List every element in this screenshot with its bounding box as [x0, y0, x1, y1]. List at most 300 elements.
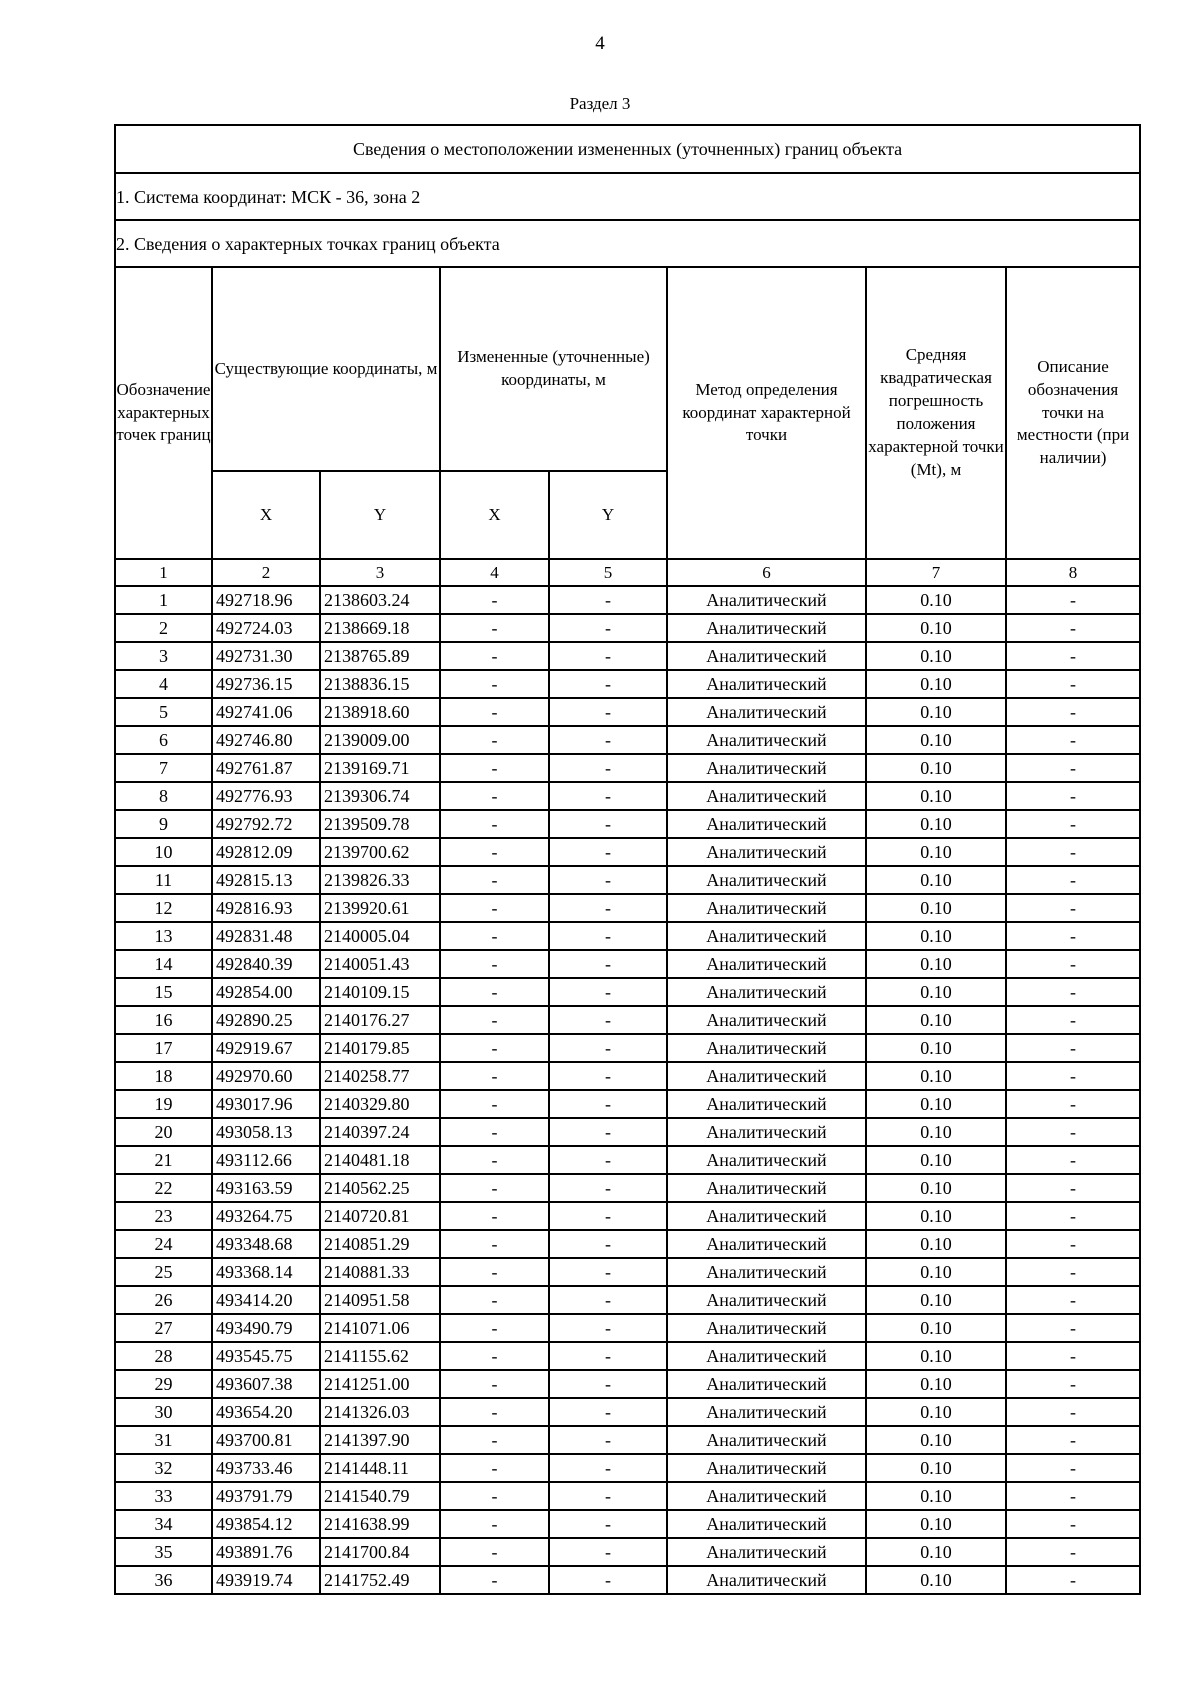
cell-existing-y: 2140109.15	[320, 978, 440, 1006]
cell-existing-x: 493348.68	[212, 1230, 320, 1258]
cell-description: -	[1006, 1006, 1140, 1034]
cell-description: -	[1006, 1454, 1140, 1482]
table-row	[115, 1146, 1140, 1174]
cell-existing-x: 493545.75	[212, 1342, 320, 1370]
cell-changed-y: -	[549, 1034, 667, 1062]
cell-changed-y: -	[549, 1342, 667, 1370]
cell-changed-y: -	[549, 1118, 667, 1146]
cell-existing-y: 2138918.60	[320, 698, 440, 726]
cell-changed-x: -	[440, 586, 549, 614]
cell-mean-error: 0.10	[866, 726, 1006, 754]
cell-description: -	[1006, 1230, 1140, 1258]
coordinate-system: 1. Система координат: МСК - 36, зона 2	[115, 173, 1140, 220]
cell-existing-y: 2140258.77	[320, 1062, 440, 1090]
cell-point-id: 11	[115, 866, 212, 894]
cell-point-id: 33	[115, 1482, 212, 1510]
cell-changed-x: -	[440, 642, 549, 670]
cell-method: Аналитический	[667, 1342, 866, 1370]
column-number: 3	[320, 559, 440, 586]
cell-existing-y: 2141326.03	[320, 1398, 440, 1426]
cell-method: Аналитический	[667, 1314, 866, 1342]
column-numbers-row	[115, 559, 1140, 586]
cell-changed-x: -	[440, 894, 549, 922]
cell-method: Аналитический	[667, 978, 866, 1006]
cell-point-id: 27	[115, 1314, 212, 1342]
cell-mean-error: 0.10	[866, 1286, 1006, 1314]
cell-changed-y: -	[549, 754, 667, 782]
header-designation: Обозначение характерных точек границ	[115, 267, 212, 559]
cell-existing-x: 493919.74	[212, 1566, 320, 1594]
cell-existing-y: 2141638.99	[320, 1510, 440, 1538]
cell-mean-error: 0.10	[866, 1258, 1006, 1286]
cell-method: Аналитический	[667, 1286, 866, 1314]
cell-description: -	[1006, 1062, 1140, 1090]
table-row	[115, 1342, 1140, 1370]
cell-existing-x: 492919.67	[212, 1034, 320, 1062]
cell-changed-x: -	[440, 1146, 549, 1174]
cell-mean-error: 0.10	[866, 810, 1006, 838]
table-row	[115, 1510, 1140, 1538]
header-method: Метод определения координат характерной точки	[667, 267, 866, 559]
cell-existing-y: 2139700.62	[320, 838, 440, 866]
header-mean-error: Средняя квадратическая погрешность положения характерной точки (Mt), м	[866, 267, 1006, 559]
table-row	[115, 1370, 1140, 1398]
cell-mean-error: 0.10	[866, 1398, 1006, 1426]
cell-method: Аналитический	[667, 950, 866, 978]
table-row	[115, 614, 1140, 642]
cell-existing-x: 492970.60	[212, 1062, 320, 1090]
cell-point-id: 9	[115, 810, 212, 838]
page-number: 4	[595, 33, 605, 54]
cell-changed-y: -	[549, 1062, 667, 1090]
cell-description: -	[1006, 922, 1140, 950]
header-description: Описание обозначения точки на местности (при наличии)	[1006, 267, 1140, 559]
cell-description: -	[1006, 1146, 1140, 1174]
cell-changed-y: -	[549, 894, 667, 922]
cell-point-id: 7	[115, 754, 212, 782]
cell-existing-y: 2140176.27	[320, 1006, 440, 1034]
header-changed-x: X	[440, 471, 549, 559]
table-row	[115, 1454, 1140, 1482]
cell-mean-error: 0.10	[866, 1314, 1006, 1342]
cell-description: -	[1006, 1118, 1140, 1146]
cell-description: -	[1006, 1202, 1140, 1230]
table-row	[115, 1006, 1140, 1034]
cell-changed-y: -	[549, 726, 667, 754]
cell-mean-error: 0.10	[866, 754, 1006, 782]
cell-existing-x: 492731.30	[212, 642, 320, 670]
cell-method: Аналитический	[667, 1426, 866, 1454]
cell-existing-y: 2139009.00	[320, 726, 440, 754]
cell-point-id: 17	[115, 1034, 212, 1062]
cell-existing-y: 2141071.06	[320, 1314, 440, 1342]
cell-description: -	[1006, 1258, 1140, 1286]
cell-description: -	[1006, 1286, 1140, 1314]
cell-existing-x: 492746.80	[212, 726, 320, 754]
cell-mean-error: 0.10	[866, 950, 1006, 978]
cell-mean-error: 0.10	[866, 1566, 1006, 1594]
cell-existing-x: 493058.13	[212, 1118, 320, 1146]
table-row	[115, 1538, 1140, 1566]
cell-point-id: 16	[115, 1006, 212, 1034]
cell-changed-x: -	[440, 978, 549, 1006]
cell-mean-error: 0.10	[866, 670, 1006, 698]
cell-existing-y: 2140005.04	[320, 922, 440, 950]
cell-method: Аналитический	[667, 1538, 866, 1566]
table-row	[115, 1566, 1140, 1594]
table-row	[115, 670, 1140, 698]
cell-existing-y: 2140481.18	[320, 1146, 440, 1174]
table-row	[115, 1230, 1140, 1258]
table-row	[115, 1090, 1140, 1118]
cell-existing-y: 2140051.43	[320, 950, 440, 978]
boundary-points-table	[114, 124, 1141, 1595]
cell-method: Аналитический	[667, 1230, 866, 1258]
header-changed-coordinates: Измененные (уточненные) координаты, м	[440, 267, 667, 471]
cell-existing-y: 2139169.71	[320, 754, 440, 782]
cell-changed-y: -	[549, 1230, 667, 1258]
cell-point-id: 14	[115, 950, 212, 978]
cell-method: Аналитический	[667, 1090, 866, 1118]
cell-description: -	[1006, 1370, 1140, 1398]
table-row	[115, 1482, 1140, 1510]
cell-point-id: 18	[115, 1062, 212, 1090]
cell-mean-error: 0.10	[866, 1230, 1006, 1258]
column-number: 8	[1006, 559, 1140, 586]
cell-point-id: 29	[115, 1370, 212, 1398]
cell-mean-error: 0.10	[866, 1034, 1006, 1062]
cell-description: -	[1006, 698, 1140, 726]
cell-existing-y: 2141752.49	[320, 1566, 440, 1594]
cell-mean-error: 0.10	[866, 1174, 1006, 1202]
header-existing-x: X	[212, 471, 320, 559]
table-row	[115, 698, 1140, 726]
cell-method: Аналитический	[667, 894, 866, 922]
cell-changed-y: -	[549, 1398, 667, 1426]
table-row	[115, 950, 1140, 978]
table-row	[115, 726, 1140, 754]
cell-existing-x: 493654.20	[212, 1398, 320, 1426]
cell-changed-y: -	[549, 670, 667, 698]
table-row	[115, 1314, 1140, 1342]
cell-mean-error: 0.10	[866, 1202, 1006, 1230]
cell-changed-x: -	[440, 1454, 549, 1482]
table-row	[115, 1034, 1140, 1062]
cell-existing-x: 493414.20	[212, 1286, 320, 1314]
cell-changed-y: -	[549, 950, 667, 978]
cell-point-id: 25	[115, 1258, 212, 1286]
cell-existing-x: 492840.39	[212, 950, 320, 978]
cell-changed-x: -	[440, 1258, 549, 1286]
cell-changed-y: -	[549, 1202, 667, 1230]
cell-method: Аналитический	[667, 614, 866, 642]
points-heading: 2. Сведения о характерных точках границ объекта	[115, 220, 1140, 267]
cell-existing-y: 2141397.90	[320, 1426, 440, 1454]
cell-mean-error: 0.10	[866, 1146, 1006, 1174]
cell-changed-y: -	[549, 1482, 667, 1510]
cell-changed-y: -	[549, 1510, 667, 1538]
column-number: 6	[667, 559, 866, 586]
cell-changed-x: -	[440, 1118, 549, 1146]
cell-mean-error: 0.10	[866, 866, 1006, 894]
cell-point-id: 10	[115, 838, 212, 866]
cell-changed-x: -	[440, 1006, 549, 1034]
table-row	[115, 838, 1140, 866]
table-row	[115, 810, 1140, 838]
table-row	[115, 1174, 1140, 1202]
cell-method: Аналитический	[667, 754, 866, 782]
cell-existing-y: 2141700.84	[320, 1538, 440, 1566]
cell-changed-x: -	[440, 838, 549, 866]
cell-mean-error: 0.10	[866, 614, 1006, 642]
cell-description: -	[1006, 754, 1140, 782]
cell-description: -	[1006, 1314, 1140, 1342]
cell-point-id: 3	[115, 642, 212, 670]
header-existing-coordinates: Существующие координаты, м	[212, 267, 440, 471]
cell-existing-x: 493017.96	[212, 1090, 320, 1118]
cell-description: -	[1006, 950, 1140, 978]
cell-description: -	[1006, 978, 1140, 1006]
cell-existing-y: 2140562.25	[320, 1174, 440, 1202]
cell-changed-x: -	[440, 1314, 549, 1342]
cell-point-id: 4	[115, 670, 212, 698]
cell-method: Аналитический	[667, 1118, 866, 1146]
cell-method: Аналитический	[667, 782, 866, 810]
cell-changed-x: -	[440, 726, 549, 754]
cell-changed-x: -	[440, 1034, 549, 1062]
cell-point-id: 30	[115, 1398, 212, 1426]
cell-point-id: 22	[115, 1174, 212, 1202]
cell-method: Аналитический	[667, 642, 866, 670]
cell-changed-x: -	[440, 1370, 549, 1398]
cell-existing-x: 493490.79	[212, 1314, 320, 1342]
cell-existing-y: 2140179.85	[320, 1034, 440, 1062]
cell-existing-x: 492761.87	[212, 754, 320, 782]
cell-existing-y: 2138603.24	[320, 586, 440, 614]
cell-method: Аналитический	[667, 1062, 866, 1090]
cell-description: -	[1006, 1090, 1140, 1118]
column-number: 1	[115, 559, 212, 586]
cell-existing-y: 2139306.74	[320, 782, 440, 810]
cell-description: -	[1006, 894, 1140, 922]
cell-point-id: 13	[115, 922, 212, 950]
cell-existing-x: 492816.93	[212, 894, 320, 922]
cell-changed-x: -	[440, 1174, 549, 1202]
cell-existing-y: 2139826.33	[320, 866, 440, 894]
cell-existing-x: 493854.12	[212, 1510, 320, 1538]
cell-changed-x: -	[440, 1342, 549, 1370]
cell-mean-error: 0.10	[866, 642, 1006, 670]
cell-method: Аналитический	[667, 1510, 866, 1538]
cell-changed-x: -	[440, 810, 549, 838]
cell-existing-x: 492741.06	[212, 698, 320, 726]
cell-method: Аналитический	[667, 1398, 866, 1426]
cell-existing-y: 2140397.24	[320, 1118, 440, 1146]
cell-description: -	[1006, 866, 1140, 894]
cell-changed-y: -	[549, 1146, 667, 1174]
cell-changed-x: -	[440, 1230, 549, 1258]
cell-mean-error: 0.10	[866, 1426, 1006, 1454]
cell-existing-y: 2141155.62	[320, 1342, 440, 1370]
cell-point-id: 34	[115, 1510, 212, 1538]
cell-mean-error: 0.10	[866, 1370, 1006, 1398]
table-row	[115, 782, 1140, 810]
cell-point-id: 24	[115, 1230, 212, 1258]
cell-changed-x: -	[440, 1202, 549, 1230]
cell-changed-x: -	[440, 614, 549, 642]
table-row	[115, 1286, 1140, 1314]
cell-changed-x: -	[440, 866, 549, 894]
cell-description: -	[1006, 642, 1140, 670]
cell-point-id: 5	[115, 698, 212, 726]
cell-changed-y: -	[549, 810, 667, 838]
table-row	[115, 1118, 1140, 1146]
cell-mean-error: 0.10	[866, 1006, 1006, 1034]
cell-existing-y: 2141540.79	[320, 1482, 440, 1510]
cell-existing-x: 493791.79	[212, 1482, 320, 1510]
cell-changed-y: -	[549, 614, 667, 642]
table-row	[115, 642, 1140, 670]
cell-existing-y: 2139920.61	[320, 894, 440, 922]
cell-changed-y: -	[549, 1454, 667, 1482]
cell-point-id: 8	[115, 782, 212, 810]
cell-description: -	[1006, 1426, 1140, 1454]
cell-changed-x: -	[440, 1062, 549, 1090]
cell-existing-x: 493891.76	[212, 1538, 320, 1566]
cell-point-id: 15	[115, 978, 212, 1006]
cell-method: Аналитический	[667, 838, 866, 866]
cell-changed-y: -	[549, 922, 667, 950]
cell-existing-x: 492854.00	[212, 978, 320, 1006]
cell-existing-x: 492724.03	[212, 614, 320, 642]
cell-method: Аналитический	[667, 1370, 866, 1398]
cell-point-id: 23	[115, 1202, 212, 1230]
header-existing-y: Y	[320, 471, 440, 559]
table-row	[115, 866, 1140, 894]
cell-description: -	[1006, 810, 1140, 838]
cell-method: Аналитический	[667, 1202, 866, 1230]
cell-existing-y: 2138669.18	[320, 614, 440, 642]
table-row	[115, 1258, 1140, 1286]
cell-changed-x: -	[440, 670, 549, 698]
cell-changed-y: -	[549, 586, 667, 614]
column-number: 5	[549, 559, 667, 586]
column-number: 7	[866, 559, 1006, 586]
cell-existing-x: 492776.93	[212, 782, 320, 810]
cell-mean-error: 0.10	[866, 1510, 1006, 1538]
cell-changed-y: -	[549, 838, 667, 866]
cell-existing-x: 492831.48	[212, 922, 320, 950]
cell-mean-error: 0.10	[866, 922, 1006, 950]
cell-mean-error: 0.10	[866, 1118, 1006, 1146]
cell-point-id: 21	[115, 1146, 212, 1174]
cell-description: -	[1006, 670, 1140, 698]
cell-mean-error: 0.10	[866, 1342, 1006, 1370]
cell-mean-error: 0.10	[866, 838, 1006, 866]
cell-existing-y: 2139509.78	[320, 810, 440, 838]
header-changed-y: Y	[549, 471, 667, 559]
cell-method: Аналитический	[667, 1034, 866, 1062]
cell-point-id: 35	[115, 1538, 212, 1566]
cell-description: -	[1006, 1566, 1140, 1594]
cell-changed-x: -	[440, 950, 549, 978]
cell-changed-x: -	[440, 1482, 549, 1510]
cell-mean-error: 0.10	[866, 586, 1006, 614]
cell-changed-x: -	[440, 1510, 549, 1538]
cell-changed-y: -	[549, 1566, 667, 1594]
table-row	[115, 978, 1140, 1006]
cell-changed-y: -	[549, 1090, 667, 1118]
cell-existing-y: 2141448.11	[320, 1454, 440, 1482]
table-row	[115, 1426, 1140, 1454]
table-row	[115, 754, 1140, 782]
table-row	[115, 894, 1140, 922]
cell-changed-y: -	[549, 782, 667, 810]
cell-existing-x: 493264.75	[212, 1202, 320, 1230]
cell-changed-y: -	[549, 698, 667, 726]
table-row	[115, 1062, 1140, 1090]
cell-existing-x: 492812.09	[212, 838, 320, 866]
cell-method: Аналитический	[667, 726, 866, 754]
cell-description: -	[1006, 782, 1140, 810]
cell-description: -	[1006, 1538, 1140, 1566]
cell-mean-error: 0.10	[866, 978, 1006, 1006]
table-row	[115, 1398, 1140, 1426]
cell-changed-y: -	[549, 1286, 667, 1314]
cell-point-id: 26	[115, 1286, 212, 1314]
cell-method: Аналитический	[667, 698, 866, 726]
cell-existing-y: 2140851.29	[320, 1230, 440, 1258]
table-row	[115, 922, 1140, 950]
cell-changed-y: -	[549, 1174, 667, 1202]
cell-existing-y: 2140720.81	[320, 1202, 440, 1230]
column-number: 2	[212, 559, 320, 586]
cell-existing-x: 492890.25	[212, 1006, 320, 1034]
cell-description: -	[1006, 838, 1140, 866]
cell-existing-x: 493700.81	[212, 1426, 320, 1454]
cell-point-id: 6	[115, 726, 212, 754]
cell-description: -	[1006, 1034, 1140, 1062]
cell-method: Аналитический	[667, 1482, 866, 1510]
cell-changed-y: -	[549, 1370, 667, 1398]
cell-existing-x: 493607.38	[212, 1370, 320, 1398]
cell-point-id: 20	[115, 1118, 212, 1146]
cell-description: -	[1006, 1510, 1140, 1538]
cell-changed-y: -	[549, 1314, 667, 1342]
cell-method: Аналитический	[667, 586, 866, 614]
cell-changed-x: -	[440, 782, 549, 810]
cell-method: Аналитический	[667, 1454, 866, 1482]
cell-method: Аналитический	[667, 670, 866, 698]
cell-changed-x: -	[440, 922, 549, 950]
cell-changed-x: -	[440, 698, 549, 726]
cell-changed-x: -	[440, 754, 549, 782]
cell-point-id: 28	[115, 1342, 212, 1370]
cell-mean-error: 0.10	[866, 698, 1006, 726]
cell-point-id: 19	[115, 1090, 212, 1118]
cell-description: -	[1006, 1342, 1140, 1370]
cell-existing-x: 493163.59	[212, 1174, 320, 1202]
cell-changed-y: -	[549, 866, 667, 894]
cell-changed-y: -	[549, 1006, 667, 1034]
cell-point-id: 12	[115, 894, 212, 922]
cell-existing-x: 492736.15	[212, 670, 320, 698]
cell-changed-x: -	[440, 1286, 549, 1314]
table-row	[115, 1202, 1140, 1230]
cell-method: Аналитический	[667, 866, 866, 894]
cell-method: Аналитический	[667, 1146, 866, 1174]
cell-method: Аналитический	[667, 922, 866, 950]
